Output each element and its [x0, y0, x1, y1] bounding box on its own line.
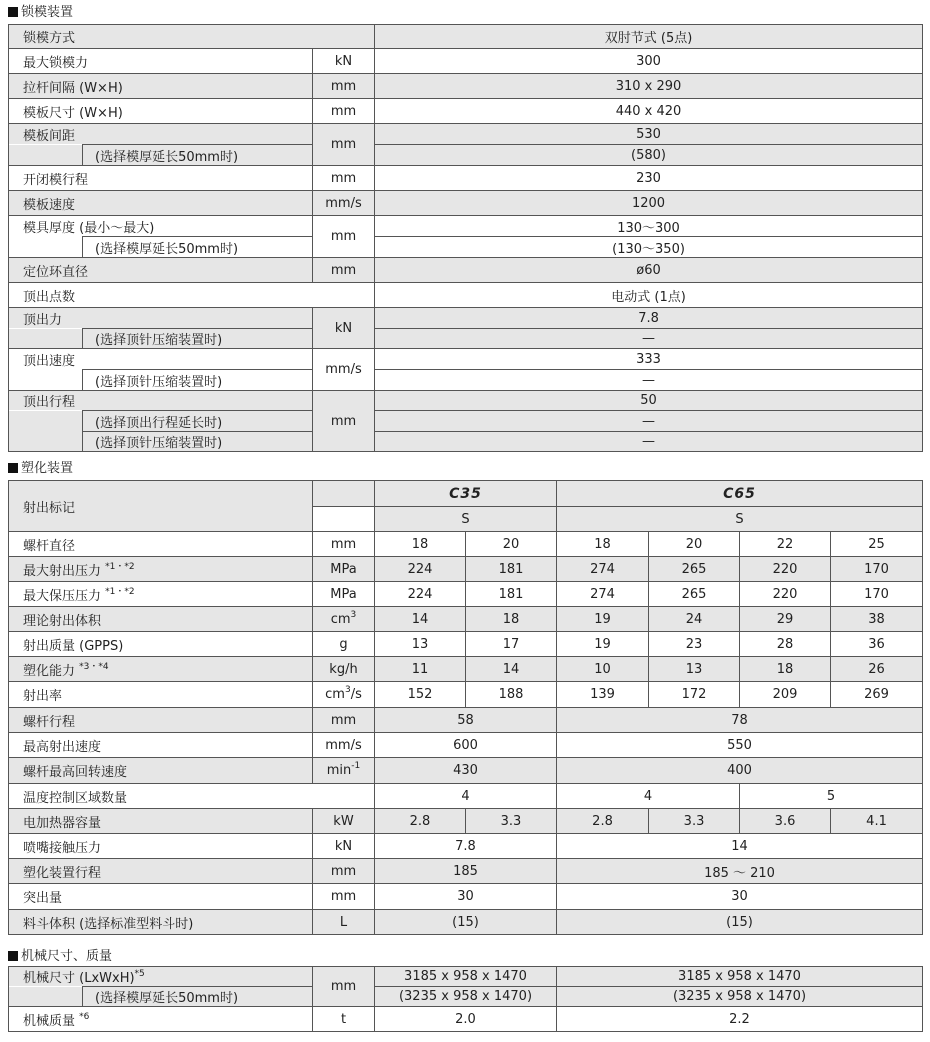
cell-value: 170 — [831, 582, 923, 607]
cell-value: 18 — [557, 532, 649, 557]
table-row — [9, 99, 923, 124]
row-label: 开闭模行程 — [9, 166, 313, 191]
row-label: 模板速度 — [9, 191, 313, 216]
cell-value: 224 — [375, 582, 466, 607]
row-label: 射出标记 — [9, 481, 313, 532]
cell-value: 269 — [831, 682, 923, 708]
clamp-table — [8, 24, 923, 452]
cell-value: 38 — [831, 607, 923, 632]
row-label: 最高射出速度 — [9, 733, 313, 758]
cell-value: 18 — [375, 532, 466, 557]
cell-unit: mm — [313, 859, 375, 884]
cell-unit: $\min^{-1}$ — [313, 758, 375, 784]
table-row — [9, 124, 923, 145]
cell-unit: $cm^3/s$ — [313, 682, 375, 708]
cell-value: 600 — [375, 733, 557, 758]
cell-value: (3235 x 958 x 1470) — [375, 987, 557, 1007]
cell-value: 185 — [375, 859, 557, 884]
row-label: 模板间距 — [9, 124, 313, 145]
row-label: 突出量 — [9, 884, 313, 910]
table-row — [9, 582, 923, 607]
spec-c65: S — [557, 507, 923, 532]
inject-table — [8, 480, 923, 935]
cell-value: 78 — [557, 708, 923, 733]
table-row — [9, 349, 923, 370]
row-label: 顶出点数 — [9, 283, 375, 308]
cell-value: 172 — [649, 682, 740, 708]
cell-value: 19 — [557, 607, 649, 632]
cell-value: 5 — [740, 784, 923, 809]
cell-unit: kW — [313, 809, 375, 834]
cell-value: 130～300 — [375, 216, 923, 237]
cell-value: 333 — [375, 349, 923, 370]
table-row — [9, 1007, 923, 1032]
table-row — [9, 657, 923, 682]
row-label: 射出质量 (GPPS) — [9, 632, 313, 657]
cell-unit: mm — [313, 967, 375, 1007]
table-row — [9, 391, 923, 411]
table-row — [9, 884, 923, 910]
cell-value: 274 — [557, 582, 649, 607]
row-label: 螺杆行程 — [9, 708, 313, 733]
table-row — [9, 557, 923, 582]
table-row — [9, 987, 923, 1007]
cell-unit: t — [313, 1007, 375, 1032]
cell-value: 274 — [557, 557, 649, 582]
cell-unit: MPa — [313, 557, 375, 582]
cell-unit: kN — [313, 834, 375, 859]
cell-value: 310 x 290 — [375, 74, 923, 99]
table-row — [9, 632, 923, 657]
row-sublabel: (选择顶出行程延长时) — [83, 411, 313, 432]
cell-value: 14 — [375, 607, 466, 632]
cell-value: — — [375, 370, 923, 391]
table-row — [9, 237, 923, 258]
cell-value: (580) — [375, 145, 923, 166]
cell-unit: mm/s — [313, 349, 375, 391]
cell-unit: mm/s — [313, 733, 375, 758]
table-row — [9, 758, 923, 784]
cell-value: — — [375, 329, 923, 349]
cell-value: 13 — [649, 657, 740, 682]
cell-value: 3185 x 958 x 1470 — [375, 967, 557, 987]
cell-value: 2.8 — [557, 809, 649, 834]
cell-value: 530 — [375, 124, 923, 145]
cell-value: 2.2 — [557, 1007, 923, 1032]
table-row — [9, 308, 923, 329]
cell-value: 4 — [375, 784, 557, 809]
row-label: 最大锁模力 — [9, 49, 313, 74]
cell-value: 30 — [557, 884, 923, 910]
cell-value: 24 — [649, 607, 740, 632]
row-label: 顶出速度 — [9, 349, 313, 370]
table-row — [9, 967, 923, 987]
cell-value: 电动式 (1点) — [375, 283, 923, 308]
table-row — [9, 532, 923, 557]
cell-value: 265 — [649, 582, 740, 607]
cell-value: 50 — [375, 391, 923, 411]
row-label: 温度控制区域数量 — [9, 784, 375, 809]
table-row — [9, 682, 923, 708]
cell-value: 220 — [740, 557, 831, 582]
table-row — [9, 411, 923, 432]
cell-value: 58 — [375, 708, 557, 733]
row-sublabel: (选择模厚延长50mm时) — [83, 145, 313, 166]
row-label: 料斗体积 (选择标准型料斗时) — [9, 910, 313, 935]
cell-value: 28 — [740, 632, 831, 657]
cell-value: 220 — [740, 582, 831, 607]
row-label: 喷嘴接触压力 — [9, 834, 313, 859]
cell-value: 7.8 — [375, 834, 557, 859]
cell-unit: mm — [313, 216, 375, 258]
cell-value: 170 — [831, 557, 923, 582]
section-title-machine: 机械尺寸、质量 — [8, 950, 112, 964]
row-label: 最大保压压力 $^{*1・*2}$ — [9, 582, 313, 607]
table-row — [9, 809, 923, 834]
cell-value: 双肘节式 (5点) — [375, 25, 923, 49]
row-sublabel: (选择模厚延长50mm时) — [83, 237, 313, 258]
table-row — [9, 708, 923, 733]
table-row — [9, 216, 923, 237]
row-label: 射出率 — [9, 682, 313, 708]
cell-value: 230 — [375, 166, 923, 191]
table-row — [9, 258, 923, 283]
cell-value: 36 — [831, 632, 923, 657]
cell-value: (130～350) — [375, 237, 923, 258]
table-row — [9, 329, 923, 349]
cell-value: 188 — [466, 682, 557, 708]
cell-unit: mm — [313, 258, 375, 283]
cell-value: 22 — [740, 532, 831, 557]
row-label: 模具厚度 (最小～最大) — [9, 216, 313, 237]
cell-value: ø60 — [375, 258, 923, 283]
section-title-inject: 塑化装置 — [8, 462, 73, 476]
cell-value: 20 — [649, 532, 740, 557]
table-row — [9, 25, 923, 49]
cell-value: 440 x 420 — [375, 99, 923, 124]
cell-value: 3.3 — [649, 809, 740, 834]
table-row — [9, 607, 923, 632]
cell-value: 18 — [466, 607, 557, 632]
cell-value: 430 — [375, 758, 557, 784]
row-sublabel: (选择顶针压缩装置时) — [83, 432, 313, 452]
cell-unit: mm — [313, 124, 375, 166]
cell-unit: MPa — [313, 582, 375, 607]
cell-value: 7.8 — [375, 308, 923, 329]
cell-unit: mm — [313, 99, 375, 124]
row-label: 塑化装置行程 — [9, 859, 313, 884]
cell-value: — — [375, 411, 923, 432]
cell-value: 2.0 — [375, 1007, 557, 1032]
table-row — [9, 733, 923, 758]
table-row — [9, 481, 923, 507]
cell-value: 11 — [375, 657, 466, 682]
row-label: 模板尺寸 (W×H) — [9, 99, 313, 124]
cell-unit: kN — [313, 49, 375, 74]
row-label: 电加热器容量 — [9, 809, 313, 834]
cell-value: (15) — [375, 910, 557, 935]
cell-value: 25 — [831, 532, 923, 557]
cell-value: 3185 x 958 x 1470 — [557, 967, 923, 987]
cell-value: 23 — [649, 632, 740, 657]
spec-c35: S — [375, 507, 557, 532]
cell-value: 14 — [466, 657, 557, 682]
cell-unit: mm — [313, 74, 375, 99]
row-label: 顶出力 — [9, 308, 313, 329]
cell-value: 30 — [375, 884, 557, 910]
table-row — [9, 74, 923, 99]
machine-table — [8, 966, 923, 1032]
cell-value: 181 — [466, 582, 557, 607]
cell-value: 2.8 — [375, 809, 466, 834]
model-c65: C65 — [557, 481, 923, 507]
cell-value: (15) — [557, 910, 923, 935]
model-c35: C35 — [375, 481, 557, 507]
cell-value: 18 — [740, 657, 831, 682]
cell-value: 3.3 — [466, 809, 557, 834]
cell-value: 139 — [557, 682, 649, 708]
cell-unit: mm/s — [313, 191, 375, 216]
row-label: 理论射出体积 — [9, 607, 313, 632]
cell-value: (3235 x 958 x 1470) — [557, 987, 923, 1007]
row-label: 顶出行程 — [9, 391, 313, 411]
cell-value: 550 — [557, 733, 923, 758]
cell-unit: $cm^3$ — [313, 607, 375, 632]
table-row — [9, 834, 923, 859]
cell-value: 17 — [466, 632, 557, 657]
cell-value: — — [375, 432, 923, 452]
row-label: 螺杆直径 — [9, 532, 313, 557]
cell-unit: mm — [313, 884, 375, 910]
cell-value: 400 — [557, 758, 923, 784]
table-row — [9, 283, 923, 308]
table-row — [9, 191, 923, 216]
row-label: 拉杆间隔 (W×H) — [9, 74, 313, 99]
cell-value: 300 — [375, 49, 923, 74]
row-label: 螺杆最高回转速度 — [9, 758, 313, 784]
cell-value: 3.6 — [740, 809, 831, 834]
table-row — [9, 49, 923, 74]
table-row — [9, 859, 923, 884]
cell-value: 29 — [740, 607, 831, 632]
cell-value: 209 — [740, 682, 831, 708]
cell-unit: kg/h — [313, 657, 375, 682]
cell-unit: kN — [313, 308, 375, 349]
cell-value: 265 — [649, 557, 740, 582]
row-label: 最大射出压力 $^{*1・*2}$ — [9, 557, 313, 582]
cell-value: 20 — [466, 532, 557, 557]
row-label: 机械尺寸 (LxWxH)$^{*5}$ — [9, 967, 313, 987]
cell-value: 152 — [375, 682, 466, 708]
cell-value: 14 — [557, 834, 923, 859]
cell-value: 181 — [466, 557, 557, 582]
cell-value: 13 — [375, 632, 466, 657]
cell-unit: mm — [313, 166, 375, 191]
cell-unit: mm — [313, 391, 375, 452]
table-row — [9, 370, 923, 391]
row-label: 塑化能力 $^{*3・*4}$ — [9, 657, 313, 682]
row-label: 机械质量 $^{*6}$ — [9, 1007, 313, 1032]
cell-value: 4 — [557, 784, 740, 809]
row-sublabel: (选择模厚延长50mm时) — [83, 987, 313, 1007]
cell-unit: g — [313, 632, 375, 657]
cell-unit: mm — [313, 532, 375, 557]
table-row — [9, 145, 923, 166]
cell-value: 185 ～ 210 — [557, 859, 923, 884]
cell-unit: L — [313, 910, 375, 935]
section-title-clamp: 锁模装置 — [8, 6, 73, 20]
table-row — [9, 784, 923, 809]
row-sublabel: (选择顶针压缩装置时) — [83, 329, 313, 349]
row-label: 定位环直径 — [9, 258, 313, 283]
table-row — [9, 432, 923, 452]
cell-value: 26 — [831, 657, 923, 682]
cell-value: 19 — [557, 632, 649, 657]
cell-value: 4.1 — [831, 809, 923, 834]
cell-value: 224 — [375, 557, 466, 582]
row-sublabel: (选择顶针压缩装置时) — [83, 370, 313, 391]
row-label: 锁模方式 — [9, 25, 375, 49]
cell-unit: mm — [313, 708, 375, 733]
table-row — [9, 166, 923, 191]
table-row — [9, 910, 923, 935]
cell-value: 1200 — [375, 191, 923, 216]
cell-value: 10 — [557, 657, 649, 682]
